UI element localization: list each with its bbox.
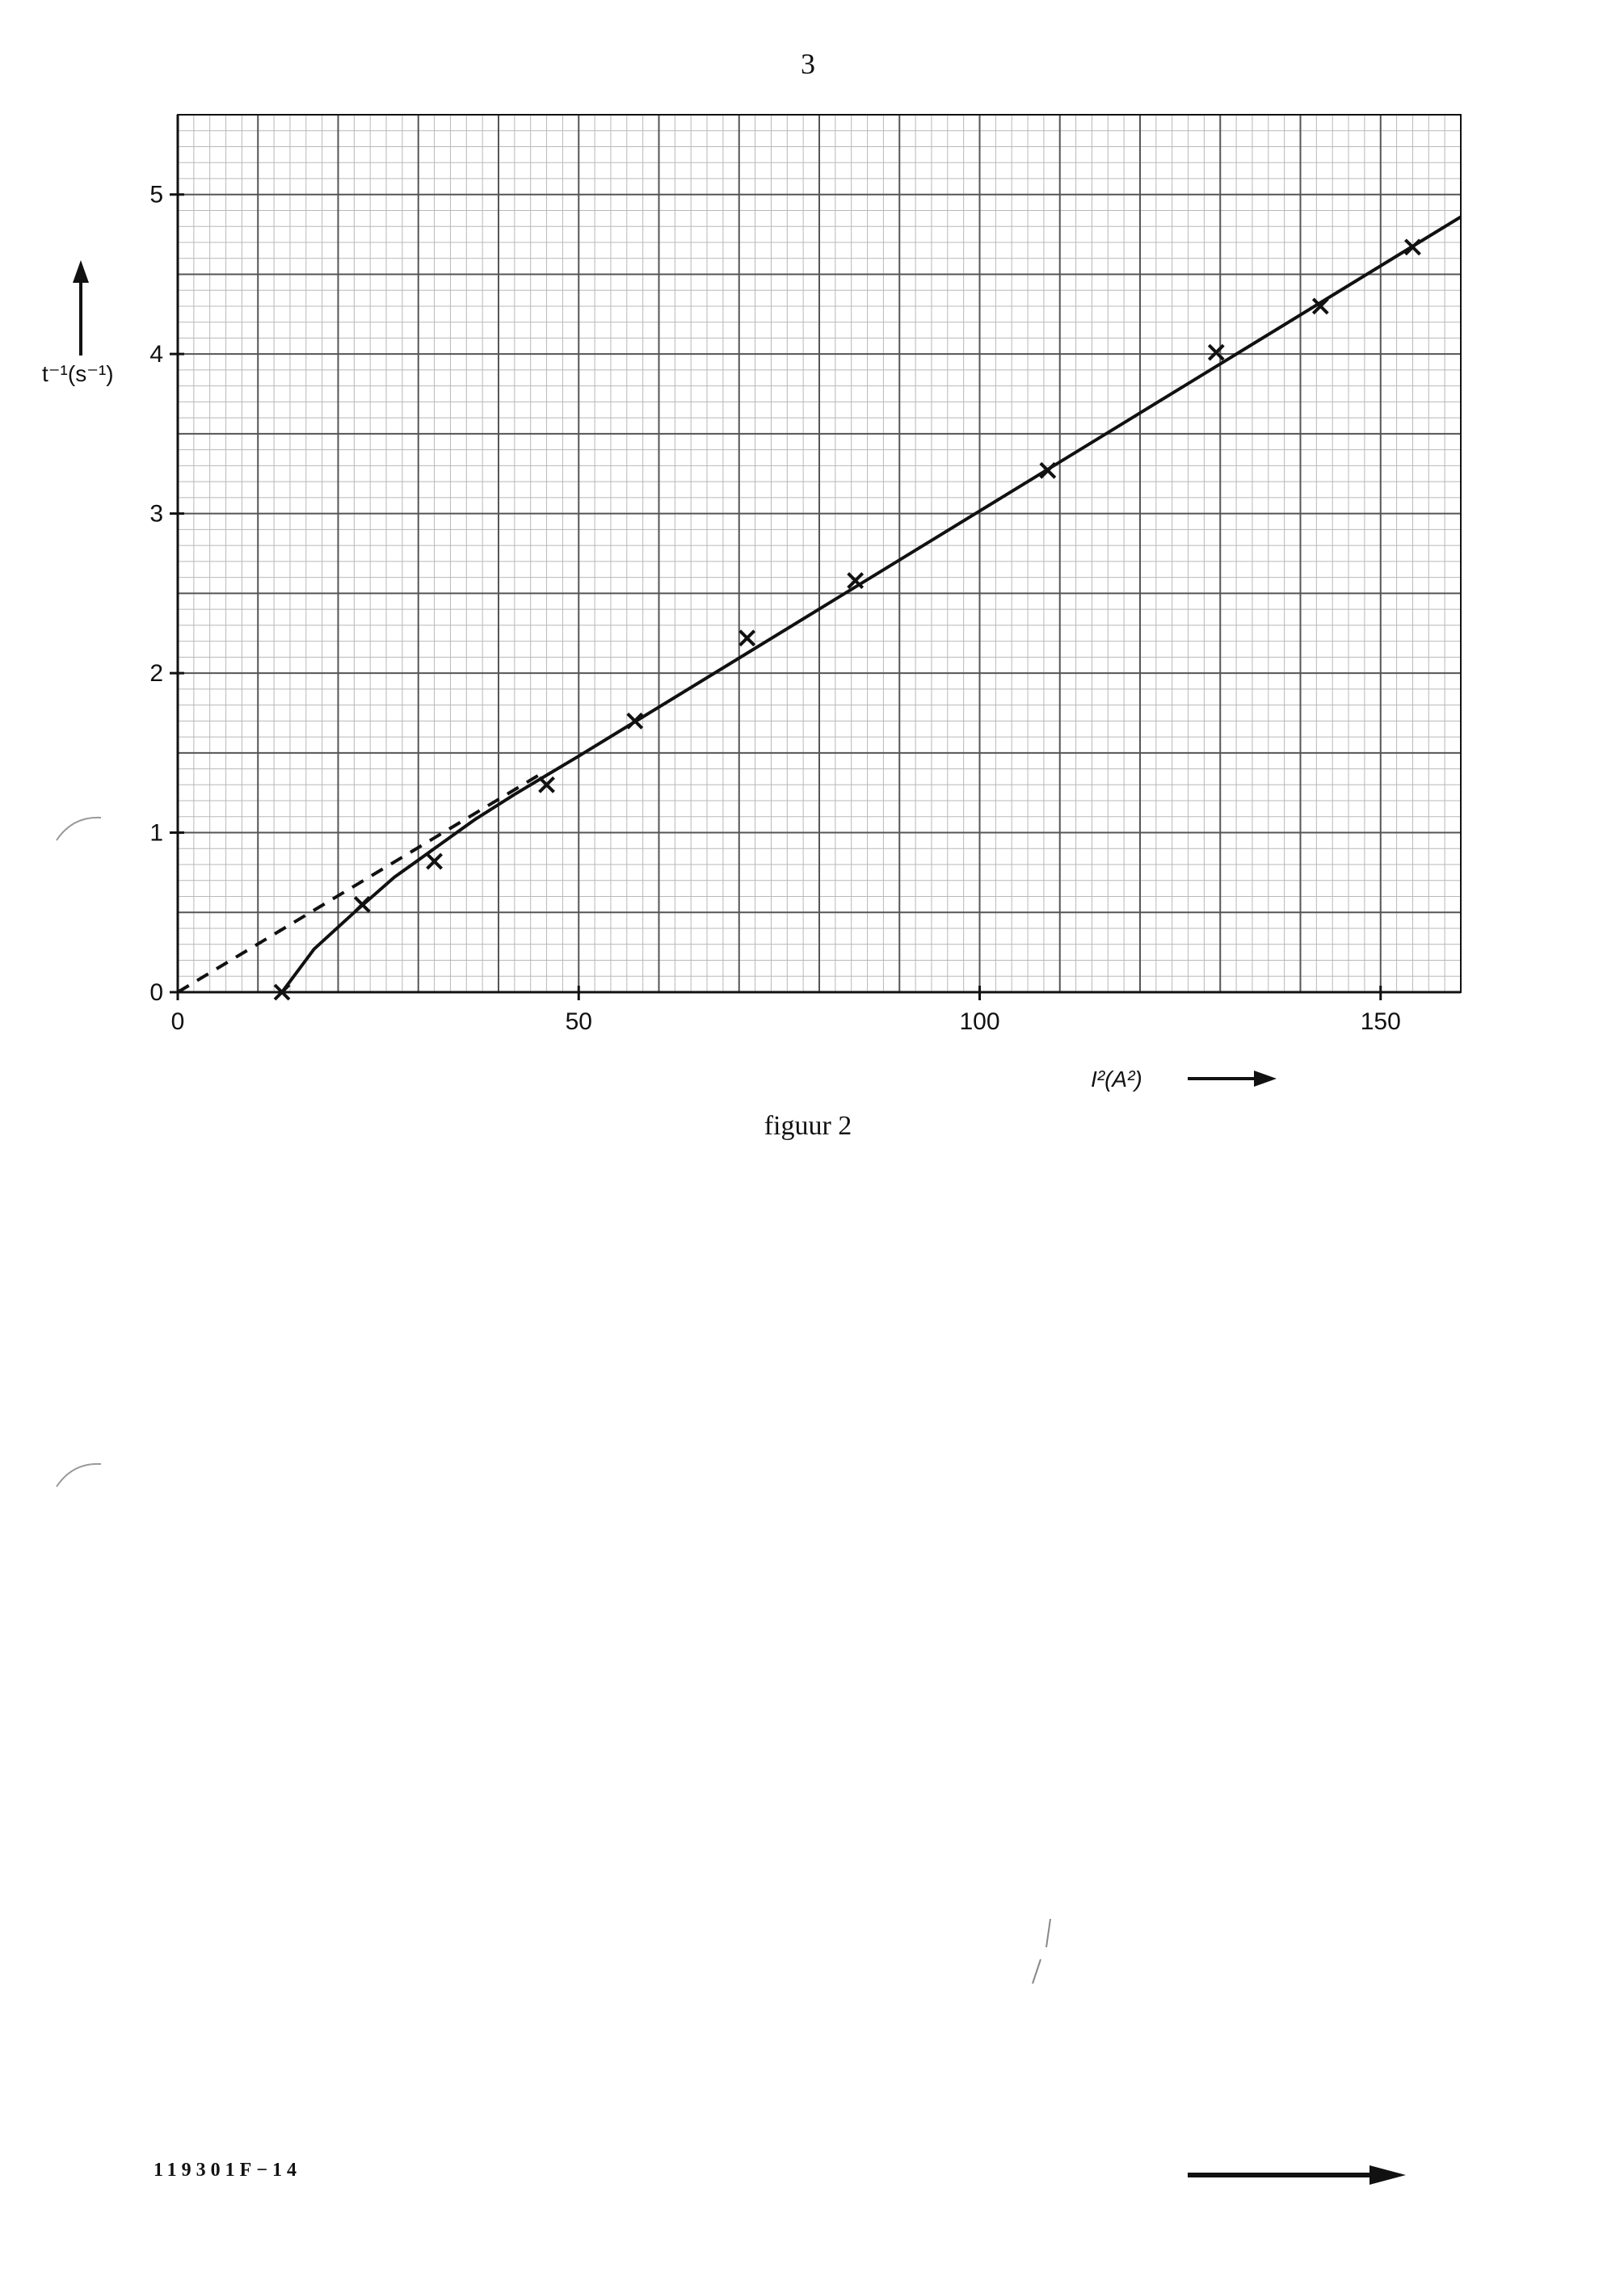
next-page-arrow — [1172, 2159, 1414, 2191]
y-tick-label: 4 — [149, 341, 163, 368]
y-axis-label-group — [42, 260, 114, 386]
x-tick-label: 0 — [170, 1008, 185, 1035]
x-tick-label: 50 — [565, 1008, 592, 1035]
y-tick-label: 1 — [149, 819, 163, 847]
arrow-right-head — [1369, 2165, 1406, 2185]
arrow-right-head — [1254, 1071, 1277, 1087]
data-point-marker — [1209, 345, 1223, 360]
hole-punch-mark — [48, 1454, 113, 1503]
y-tick-label: 2 — [149, 660, 163, 688]
data-point-marker — [355, 897, 369, 911]
footer-code: 119301F−14 — [154, 2160, 302, 2181]
arrow-up-head — [73, 260, 89, 283]
pencil-stroke-mark — [1026, 1915, 1058, 1988]
y-tick-label: 0 — [149, 979, 163, 1006]
figure-caption: figuur 2 — [764, 1111, 852, 1141]
chart-grid — [178, 115, 1461, 992]
dashed-extrapolation-line — [178, 776, 539, 993]
x-tick-label: 150 — [1360, 1008, 1401, 1035]
page-number: 3 — [801, 48, 815, 80]
x-axis-label-group — [1091, 1067, 1277, 1092]
data-point-marker — [740, 631, 755, 646]
chart — [0, 0, 1624, 1131]
x-tick-label: 100 — [959, 1008, 1000, 1035]
y-axis-label: t⁻¹(s⁻¹) — [42, 361, 114, 386]
hole-punch-mark — [48, 808, 113, 856]
y-tick-label: 5 — [149, 181, 163, 208]
x-axis-label: I²(A²) — [1091, 1067, 1142, 1092]
y-tick-label: 3 — [149, 500, 163, 528]
